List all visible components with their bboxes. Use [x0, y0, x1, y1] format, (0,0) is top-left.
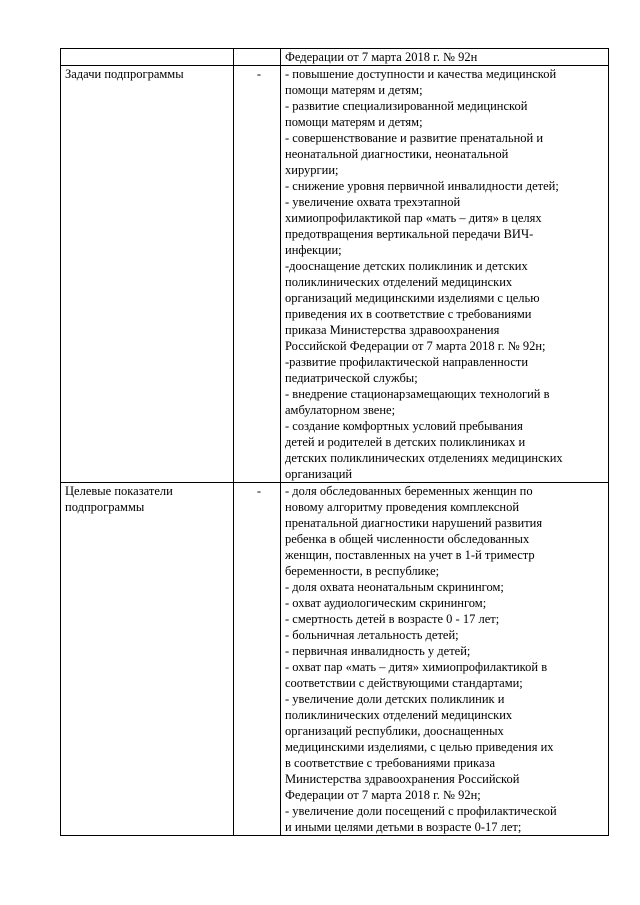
text-line: -развитие профилактической направленности	[285, 355, 529, 369]
text-line: женщин, поставленных на учет в 1-й триместр	[285, 548, 535, 562]
text-line: амбулаторном звене;	[285, 403, 396, 417]
row-dash-cell: -	[234, 483, 281, 836]
table-row-tasks	[61, 66, 609, 483]
text-line: -дооснащение детских поликлиник и детских	[285, 259, 528, 273]
text-line: помощи матерям и детям;	[285, 83, 423, 97]
text-line: - доля охвата неонатальным скринингом;	[285, 580, 504, 594]
text-line: химиопрофилактикой пар «мать – дитя» в целях	[285, 211, 542, 225]
text-line: - повышение доступности и качества медицинской	[285, 67, 557, 81]
text-line: - создание комфортных условий пребывания	[285, 419, 523, 433]
text-line: - совершенствование и развитие пренатальной и	[285, 131, 544, 145]
table-row-indicators	[61, 483, 609, 836]
text-line: поликлинических отделений медицинских	[285, 275, 513, 289]
row-label-indicators: Целевые показатели подпрограммы	[61, 483, 234, 836]
text-line: приказа Министерства здравоохранения	[285, 323, 500, 337]
row-label-tasks: Задачи подпрограммы	[61, 66, 234, 483]
text-line: поликлинических отделений медицинских	[285, 708, 513, 722]
table-row	[61, 49, 609, 66]
text-line: Российской Федерации от 7 марта 2018 г. № 92н;	[285, 339, 546, 353]
text-line: - увеличение доли посещений с профилактической	[285, 804, 557, 818]
text-line: Федерации от 7 марта 2018 г. № 92н	[285, 50, 478, 64]
text-line: - первичная инвалидность у детей;	[285, 644, 471, 658]
text-line: - внедрение стационарзамещающих технологий в	[285, 387, 550, 401]
row-dash-cell: -	[234, 66, 281, 483]
indicators-content-cell	[281, 483, 609, 836]
text-line: медицинскими изделиями, с целью приведения их	[285, 740, 554, 754]
text-line: детских поликлинических отделениях медицинских	[285, 451, 563, 465]
text-line: Федерации от 7 марта 2018 г. № 92н;	[285, 788, 481, 802]
row-label-cell	[61, 49, 234, 66]
text-line: беременности, в республике;	[285, 564, 440, 578]
text-line: - снижение уровня первичной инвалидности детей;	[285, 179, 559, 193]
text-line: - охват аудиологическим скринингом;	[285, 596, 487, 610]
text-line: хирургии;	[285, 163, 339, 177]
text-line: неонатальной диагностики, неонатальной	[285, 147, 509, 161]
text-line: организаций медицинскими изделиями с целью	[285, 291, 540, 305]
text-line: - больничная летальность детей;	[285, 628, 459, 642]
tasks-content-cell	[281, 66, 609, 483]
text-line: и иными целями детьми в возрасте 0-17 лет;	[285, 820, 522, 834]
text-line: помощи матерям и детям;	[285, 115, 423, 129]
text-line: организаций республики, дооснащенных	[285, 724, 504, 738]
text-line: ребенка в общей численности обследованных	[285, 532, 530, 546]
text-line: - смертность детей в возрасте 0 - 17 лет;	[285, 612, 500, 626]
text-line: соответствии с действующими стандартами;	[285, 676, 523, 690]
text-line: предотвращения вертикальной передачи ВИЧ-	[285, 227, 534, 241]
text-line: детей и родителей в детских поликлиниках и	[285, 435, 526, 449]
text-line: новому алгоритму проведения комплексной	[285, 500, 520, 514]
page-bottom-margin	[0, 841, 640, 905]
text-line: организаций	[285, 467, 353, 481]
text-line: - развитие специализированной медицинской	[285, 99, 528, 113]
text-line: инфекции;	[285, 243, 342, 257]
text-line: - увеличение доли детских поликлиник и	[285, 692, 505, 706]
text-line: - доля обследованных беременных женщин по	[285, 484, 533, 498]
text-line: Министерства здравоохранения Российской	[285, 772, 520, 786]
text-line: в соответствие с требованиями приказа	[285, 756, 496, 770]
text-line: - охват пар «мать – дитя» химиопрофилактикой в	[285, 660, 548, 674]
row-content-cell	[281, 49, 609, 66]
row-dash-cell	[234, 49, 281, 66]
text-line: приведения их в соответствие с требованиями	[285, 307, 532, 321]
text-line: - увеличение охвата трехэтапной	[285, 195, 461, 209]
text-line: пренатальной диагностики нарушений развития	[285, 516, 543, 530]
document-table	[60, 48, 609, 836]
text-line: педиатрической службы;	[285, 371, 418, 385]
